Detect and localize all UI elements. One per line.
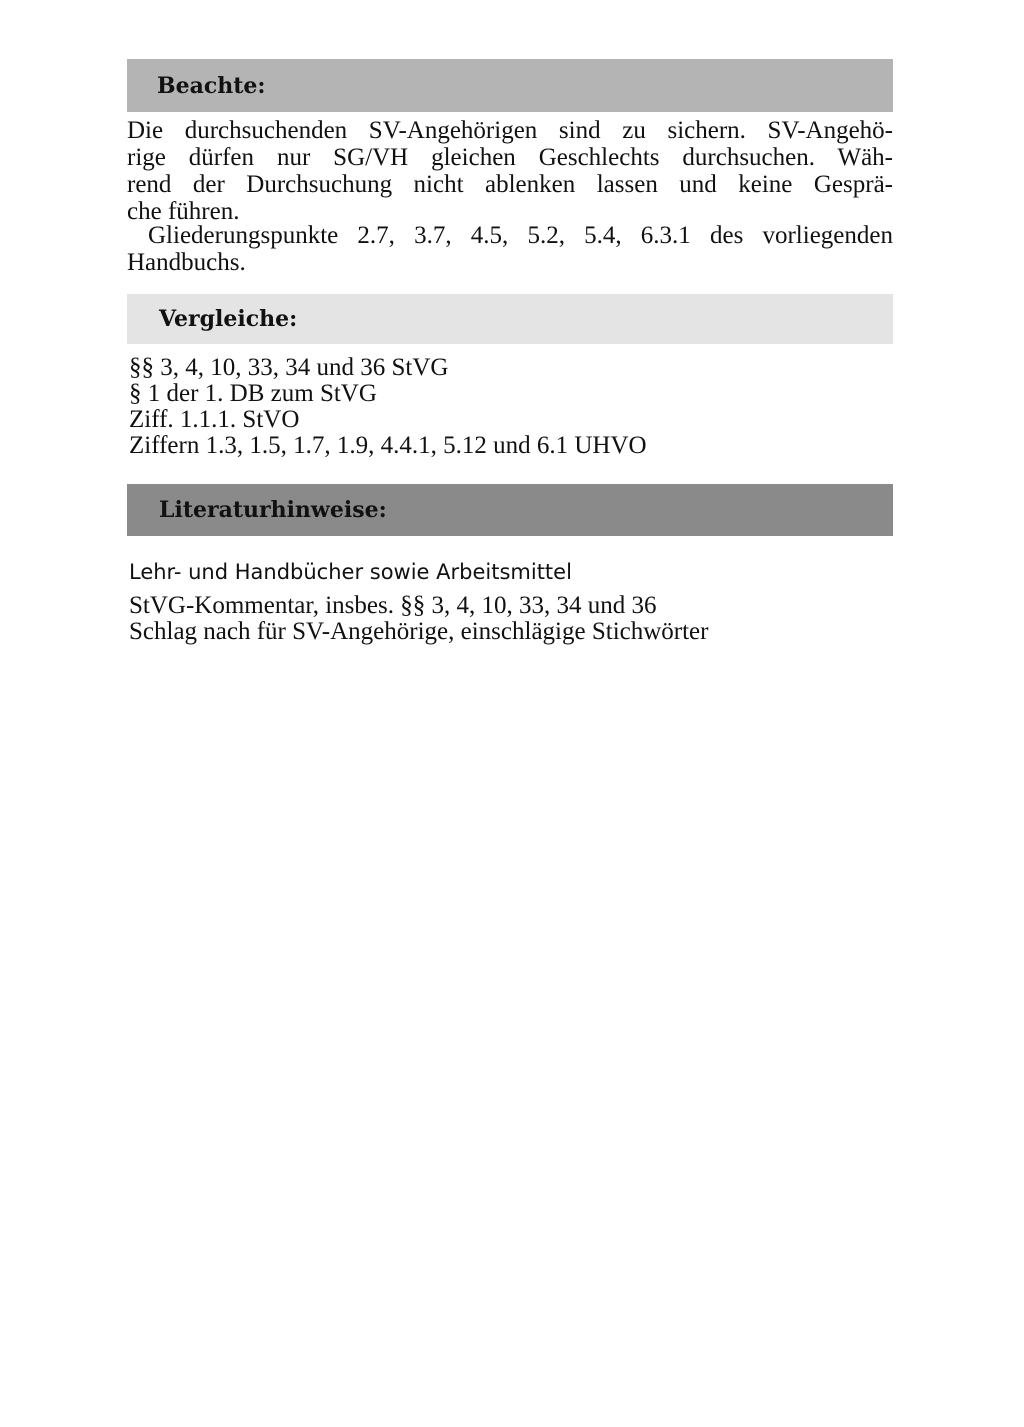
section-heading-beachte bbox=[127, 59, 893, 112]
text-line: Handbuchs. bbox=[127, 249, 246, 276]
text-line: rige dürfen nur SG/VH gleichen Geschlechts durchsuchen. Wäh- bbox=[127, 144, 893, 171]
literature-item: StVG-Kommentar, insbes. §§ 3, 4, 10, 33, 34 und 36 bbox=[129, 592, 657, 619]
heading-text: Beachte: bbox=[157, 72, 266, 99]
literatur-list bbox=[129, 593, 708, 645]
section-heading-vergleiche bbox=[127, 294, 893, 344]
text-line: Gliederungspunkte 2.7, 3.7, 4.5, 5.2, 5.4, 6.3.1 des vorliegenden bbox=[148, 222, 893, 249]
heading-text: Literaturhinweise: bbox=[159, 497, 387, 523]
beachte-paragraph-2 bbox=[127, 222, 893, 276]
vergleiche-list bbox=[129, 355, 647, 459]
section-heading-literatur bbox=[127, 484, 893, 536]
beachte-paragraph-1 bbox=[127, 117, 893, 225]
reference-item: Ziff. 1.1.1. StVO bbox=[129, 406, 300, 433]
text-line: che führen. bbox=[127, 198, 240, 225]
literatur-intro: Lehr- und Handbücher sowie Arbeitsmittel bbox=[129, 560, 572, 584]
reference-item: Ziffern 1.3, 1.5, 1.7, 1.9, 4.4.1, 5.12 und 6.1 UHVO bbox=[129, 432, 647, 459]
text-line: Die durchsuchenden SV-Angehörigen sind zu sichern. SV-Angehö- bbox=[127, 117, 893, 144]
reference-item: § 1 der 1. DB zum StVG bbox=[129, 380, 377, 407]
text-line: rend der Durchsuchung nicht ablenken lassen und keine Gesprä- bbox=[127, 171, 893, 198]
heading-text: Vergleiche: bbox=[159, 306, 298, 332]
reference-item: §§ 3, 4, 10, 33, 34 und 36 StVG bbox=[129, 354, 449, 381]
literature-item: Schlag nach für SV-Angehörige, einschlägige Stichwörter bbox=[129, 618, 709, 645]
